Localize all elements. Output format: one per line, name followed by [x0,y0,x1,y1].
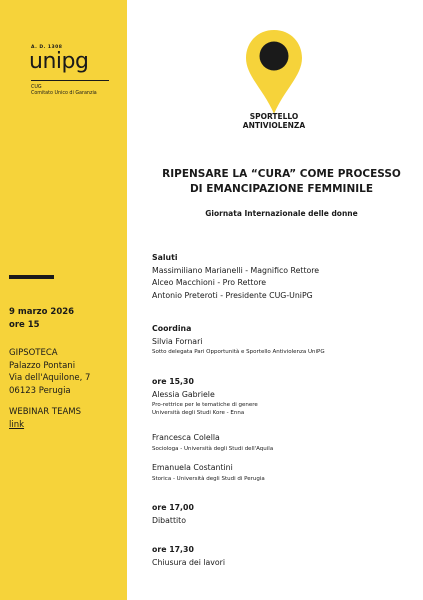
session-time: ore 15,30 [152,377,194,386]
venue-line: GIPSOTECA [9,348,58,358]
speaker-role: Storica - Università degli Studi di Perugia [152,475,265,482]
page-title [140,167,423,197]
chiusura-section [152,544,225,569]
speaker-line: Antonio Preteroti - Presidente CUG-UniPG [152,290,313,300]
event-time: ore 15 [9,320,40,330]
session-time: ore 17,00 [152,503,194,512]
title-line: RIPENSARE LA “CURA” COME PROCESSO [162,168,401,180]
section-heading: Coordina [152,324,192,333]
session-section [152,376,258,417]
pin-hole [260,42,289,71]
speaker-affiliation: Università degli Studi Kore - Enna [152,410,245,416]
speaker-block [152,432,273,453]
speaker-name: Alessia Gabriele [152,389,215,399]
logo-cug-full: Comitato Unico di Garanzia [31,91,97,96]
sidebar [0,0,127,600]
map-pin-icon [244,28,304,116]
sportello-line: SPORTELLO [249,112,299,121]
title-line: DI EMANCIPAZIONE FEMMINILE [189,183,374,195]
logo-year: A. D. 1308 [31,45,63,50]
logo-cug-abbr: CUG [31,85,42,90]
speaker-line: Massimiliano Marianelli - Magnifico Rettore [152,265,320,275]
moderator-name: Silvia Fornari [152,336,203,346]
page-subtitle: Giornata Internazionale delle donne [205,209,358,218]
session-label: Chiusura dei lavori [152,557,226,567]
venue-line: Via dell'Aquilone, 7 [9,373,91,383]
speaker-line: Alceo Macchioni - Pro Rettore [152,278,267,287]
logo-cug [31,85,97,97]
logo-wordmark: unipg [29,49,89,74]
venue-block [9,347,90,397]
logo-divider [31,80,109,81]
venue-line: 06123 Perugia [9,385,71,396]
event-date-block [9,306,74,332]
speaker-name: Emanuela Costantini [152,463,233,472]
webinar-label: WEBINAR TEAMS [9,407,82,417]
session-label: Dibattito [152,515,187,525]
moderator-role: Sotto delegata Pari Opportunità e Sportello Antiviolenza UniPG [152,349,325,355]
speaker-name: Francesca Colella [152,433,220,442]
speaker-block [152,462,265,483]
dibattito-section [152,502,194,527]
antiviolenza-line: ANTIVIOLENZA [242,120,306,130]
speaker-role: Sociologa - Università degli Studi dell'Aquila [152,445,274,452]
section-heading: Saluti [152,253,178,262]
coordina-section [152,323,325,356]
speaker-role: Pro-rettrice per le tematiche di genere [152,402,258,408]
session-time: ore 17,30 [152,545,194,554]
venue-line: Palazzo Pontani [9,360,76,371]
saluti-section [152,252,319,302]
webinar-link[interactable]: link [9,419,25,430]
sportello-label [223,113,325,130]
event-date: 9 marzo 2026 [9,307,75,317]
webinar-block [9,406,81,431]
divider-bar [9,275,54,279]
